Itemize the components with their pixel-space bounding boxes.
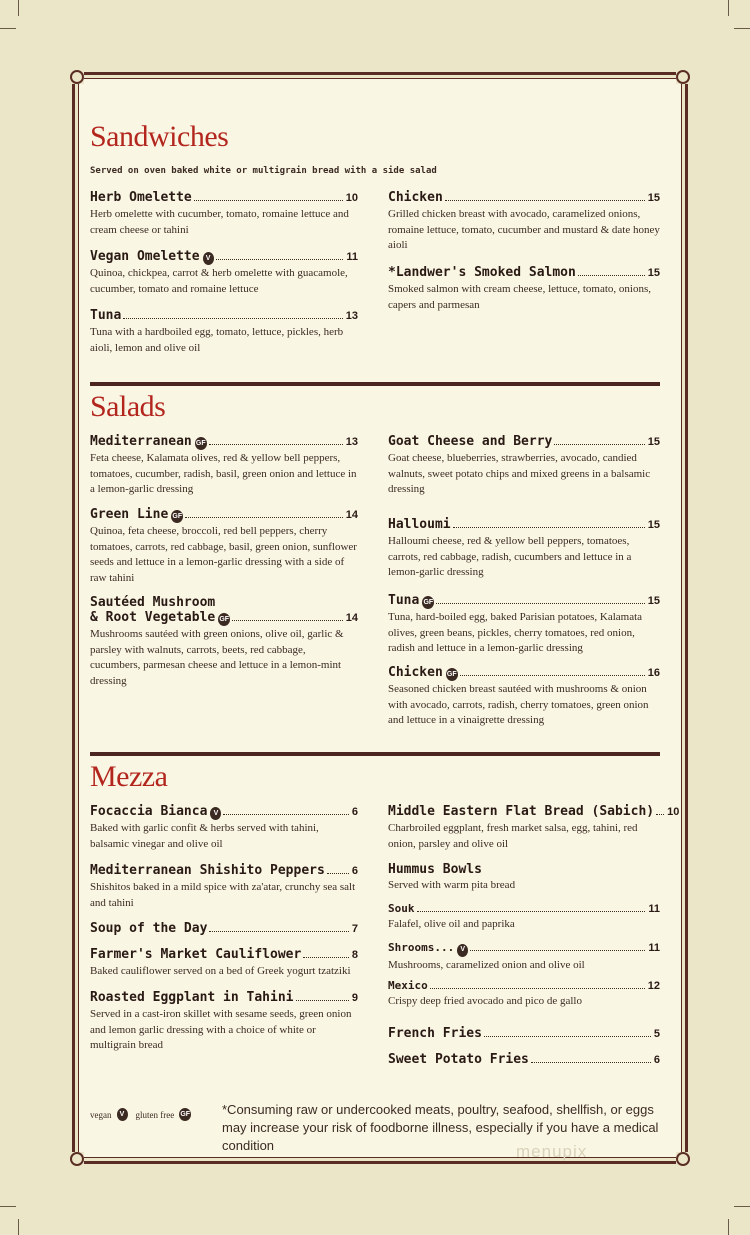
menu-item xyxy=(388,1026,660,1042)
menu-item xyxy=(388,902,660,933)
menu-item xyxy=(90,863,358,911)
menu-item xyxy=(90,249,358,297)
item-description: Served with warm pita bread xyxy=(388,879,516,891)
gluten-free-icon: GF xyxy=(446,668,458,681)
item-name: Tuna xyxy=(90,308,122,323)
item-description: Mushrooms, caramelized onion and olive oil xyxy=(388,958,585,971)
item-name: Middle Eastern Flat Bread (Sabich) xyxy=(388,804,655,819)
item-name: Chicken xyxy=(388,665,443,680)
vegan-icon: V xyxy=(210,807,221,820)
menu-item xyxy=(388,941,660,973)
menu-item xyxy=(90,947,358,980)
menu-item xyxy=(90,507,358,586)
item-description: Crispy deep fried avocado and pico de gallo xyxy=(388,995,582,1007)
item-description: Quinoa, feta cheese, broccoli, red bell peppers, cherry tomatoes, carrots, red cabbage, basil, green onion, sunflower seeds and lettuce in a lemon-garlic dressing with a side of raw tahini xyxy=(90,525,357,584)
item-price: 10 xyxy=(345,192,358,204)
item-description: Quinoa, chickpea, carrot & herb omelette with guacamole, cucumber, tomato and romaine lettuce xyxy=(90,267,348,295)
menu-item xyxy=(90,921,358,937)
item-description: Served in a cast-iron skillet with sesame seeds, green onion and lemon garlic dressing with a choice of white or multigrain bread xyxy=(90,1008,352,1051)
item-name: French Fries xyxy=(388,1026,482,1041)
menu-item xyxy=(388,190,660,254)
food-safety-disclaimer: *Consuming raw or undercooked meats, poultry, seafood, shellfish, or eggs may increase your risk of foodborne illness, especially if you have a medical condition xyxy=(222,1102,659,1153)
section-divider xyxy=(90,382,660,386)
frame-corner xyxy=(64,1152,84,1172)
trim-mark xyxy=(728,1219,729,1235)
item-price: 15 xyxy=(647,595,660,607)
item-description: Goat cheese, blueberries, strawberries, avocado, candied walnuts, sweet potato chips and mixed greens in a balsamic dressing xyxy=(388,452,651,495)
trim-mark xyxy=(734,1206,750,1207)
item-name-line: Sautéed Mushroom xyxy=(90,595,216,610)
item-description: Grilled chicken breast with avocado, caramelized onions, romaine lettuce, tomato, cucumber and mustard & date honey aioli xyxy=(388,208,660,251)
item-price: 15 xyxy=(647,192,660,204)
item-price: 7 xyxy=(351,923,358,935)
vegan-icon: V xyxy=(203,252,214,265)
item-price: 9 xyxy=(351,992,358,1004)
item-name: Green Line xyxy=(90,507,169,522)
item-price: 13 xyxy=(345,310,358,322)
item-name: Souk xyxy=(388,902,415,915)
item-description: Halloumi cheese, red & yellow bell peppers, tomatoes, carrots, red cabbage, radish, cucumbers and lettuce in a lemon-garlic dressing xyxy=(388,535,632,578)
item-name: Halloumi xyxy=(388,517,451,532)
item-description: Feta cheese, Kalamata olives, red & yellow bell peppers, tomatoes, cucumber, radish, basil, green onion and lettuce in a lemon-garlic dressing xyxy=(90,452,357,495)
item-name: Soup of the Day xyxy=(90,921,208,936)
item-description: Seasoned chicken breast sautéed with mushrooms & onion with avocado, carrots, radish, cherry tomatoes, green onion and lettuce in a vinaigrette dressing xyxy=(388,683,649,726)
menu-item xyxy=(388,979,660,1010)
trim-mark xyxy=(18,0,19,16)
item-price: 11 xyxy=(648,942,660,954)
menu-item xyxy=(90,990,358,1054)
item-description: Charbroiled eggplant, fresh market salsa, egg, tahini, red onion, parsley and olive oil xyxy=(388,822,638,850)
item-name: Mediterranean Shishito Peppers xyxy=(90,863,325,878)
gluten-free-icon: GF xyxy=(171,510,183,523)
item-description: Tuna, hard-boiled egg, baked Parisian potatoes, Kalamata olives, green beans, pickles, cherry tomatoes, red onion, radish and lettuce in a lemon-garlic dressing xyxy=(388,611,643,654)
dietary-legend xyxy=(90,1108,191,1121)
item-name: Herb Omelette xyxy=(90,190,192,205)
item-description: Baked cauliflower served on a bed of Greek yogurt tzatziki xyxy=(90,965,351,977)
item-name: Mediterranean xyxy=(90,434,192,449)
item-name: Farmer's Market Cauliflower xyxy=(90,947,302,962)
section-subtitle: Served on oven baked white or multigrain bread with a side salad xyxy=(90,166,437,176)
item-price: 6 xyxy=(653,1054,660,1066)
section-title-sandwiches: Sandwiches xyxy=(90,120,229,153)
item-name: Goat Cheese and Berry xyxy=(388,434,553,449)
trim-mark xyxy=(0,1206,16,1207)
item-name: Chicken xyxy=(388,190,443,205)
legend-gluten-free-label: gluten free xyxy=(135,1109,175,1120)
gluten-free-icon: GF xyxy=(422,596,434,609)
item-description: Falafel, olive oil and paprika xyxy=(388,918,515,930)
item-price: 13 xyxy=(345,436,358,448)
item-description: Smoked salmon with cream cheese, lettuce, tomato, onions, capers and parmesan xyxy=(388,283,652,311)
item-price: 10 xyxy=(667,806,680,818)
menu-item xyxy=(388,434,660,498)
menu-item xyxy=(90,308,358,356)
frame-corner xyxy=(64,64,84,84)
item-description: Tuna with a hardboiled egg, tomato, lettuce, pickles, herb aioli, lemon and olive oil xyxy=(90,326,344,354)
menu-item xyxy=(388,1052,660,1068)
vegan-icon: V xyxy=(117,1108,128,1121)
gluten-free-icon: GF xyxy=(218,613,230,626)
vegan-icon: V xyxy=(457,944,468,957)
item-price: 14 xyxy=(345,509,358,521)
item-name: Hummus Bowls xyxy=(388,862,482,877)
item-name: Roasted Eggplant in Tahini xyxy=(90,990,294,1005)
item-name: Mexico xyxy=(388,979,428,992)
menu-item xyxy=(388,665,660,729)
frame-corner xyxy=(676,64,696,84)
item-price: 5 xyxy=(653,1028,660,1040)
item-price: 15 xyxy=(647,519,660,531)
item-price: 12 xyxy=(647,980,660,992)
item-name: *Landwer's Smoked Salmon xyxy=(388,265,576,280)
item-price: 16 xyxy=(647,667,660,679)
menu-item xyxy=(388,517,660,581)
item-name: Shrooms... xyxy=(388,941,455,954)
item-price: 15 xyxy=(647,267,660,279)
menu-item xyxy=(90,804,358,852)
item-description: Mushrooms sautéed with green onions, olive oil, garlic & parsley with walnuts, carrots, beets, red cabbage, cucumbers, parmesan cheese and lettuce in a lemon-mint dressing xyxy=(90,628,344,687)
trim-mark xyxy=(18,1219,19,1235)
item-name: Tuna xyxy=(388,593,420,608)
item-name: Focaccia Bianca xyxy=(90,804,208,819)
frame-corner xyxy=(676,1152,696,1172)
menu-group xyxy=(388,862,660,894)
item-price: 8 xyxy=(351,949,358,961)
section-title-salads: Salads xyxy=(90,390,166,423)
item-name: & Root Vegetable xyxy=(90,610,216,625)
item-price: 14 xyxy=(345,612,358,624)
item-price: 6 xyxy=(351,806,358,818)
trim-mark xyxy=(734,28,750,29)
section-title-mezza: Mezza xyxy=(90,760,168,793)
trim-mark xyxy=(728,0,729,16)
item-price: 6 xyxy=(351,865,358,877)
item-description: Shishitos baked in a mild spice with za'atar, crunchy sea salt and tahini xyxy=(90,881,356,909)
item-name: Vegan Omelette xyxy=(90,249,200,264)
watermark: menupix xyxy=(516,1142,588,1161)
menu-item xyxy=(90,595,358,689)
menu-item xyxy=(90,190,358,238)
menu-item xyxy=(90,434,358,498)
menu-item xyxy=(388,804,680,852)
item-price: 11 xyxy=(648,903,660,915)
item-description: Herb omelette with cucumber, tomato, romaine lettuce and cream cheese or tahini xyxy=(90,208,349,236)
trim-mark xyxy=(0,28,16,29)
section-divider xyxy=(90,752,660,756)
menu-item xyxy=(388,265,660,313)
item-description: Baked with garlic confit & herbs served with tahini, balsamic vinegar and olive oil xyxy=(90,822,319,850)
legend-vegan-label: vegan xyxy=(90,1109,112,1120)
menu-item xyxy=(388,593,660,657)
item-price: 11 xyxy=(346,251,358,263)
item-name: Sweet Potato Fries xyxy=(388,1052,529,1067)
gluten-free-icon: GF xyxy=(179,1108,191,1121)
item-price: 15 xyxy=(647,436,660,448)
gluten-free-icon: GF xyxy=(195,437,207,450)
